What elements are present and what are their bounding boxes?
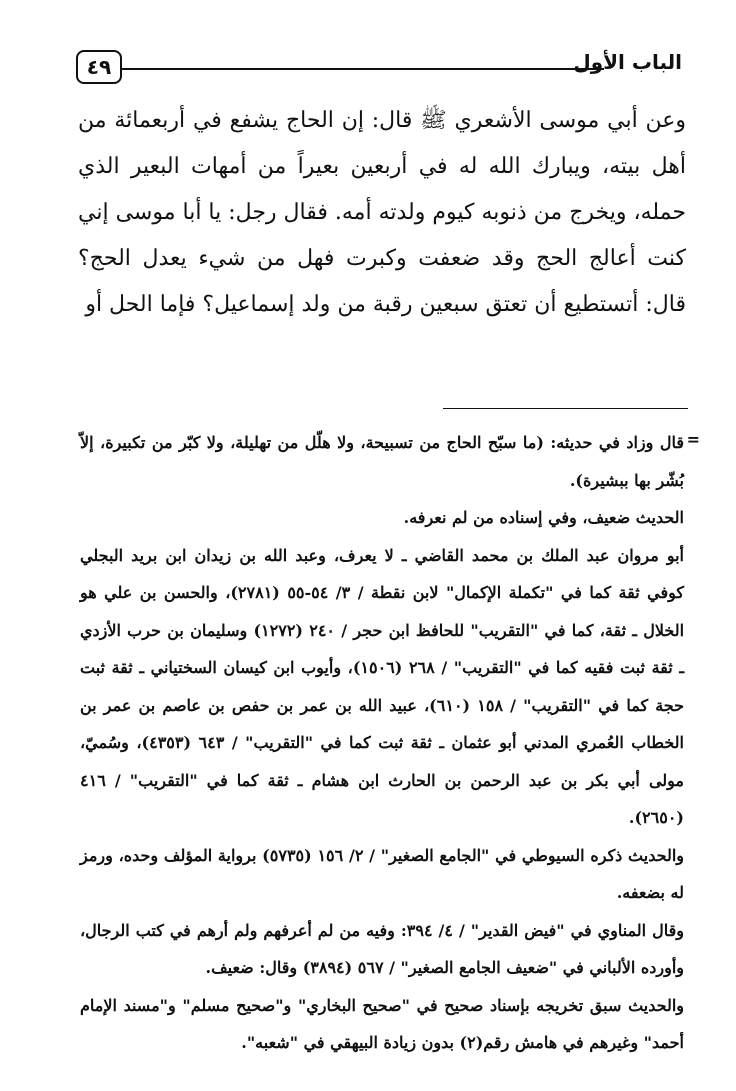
footnote-continuation-mark: =: [686, 430, 700, 449]
footnote-paragraph: والحديث سبق تخريجه بإسناد صحيح في "صحيح البخاري" و"صحيح مسلم" و"مسند الإمام أحمد" وغيرهم في هامش رقم(٢) بدون زيادة البيهقي في "شعبه".: [80, 995, 685, 1052]
page-header: [72, 48, 682, 88]
footnote-separator: [443, 408, 688, 409]
chapter-title: الباب الأول: [573, 50, 682, 74]
footnotes: [80, 424, 684, 1062]
header-rule: [122, 68, 604, 70]
footnote-paragraph: وقال المناوي في "فيض القدير" / ٤/ ٣٩٤: وفيه من لم أعرفهم ولم أرهم في كتب الرجال، وأورده الألباني في "ضعيف الجامع الصغير" / ٥٦٧ (٣٨٩٤) وقال: ضعيف.: [80, 920, 684, 977]
main-paragraph: وعن أبي موسى الأشعري ﷺ قال: إن الحاج يشفع في أربعمائة من أهل بيته، ويبارك الله له في أربعين بعيراً من أمهات البعير الذي حمله، ويخرج من ذنوبه كيوم ولدته أمه. فقال رجل: يا أبا موسى إني كنت أعالج الحج وقد ضعفت وكبرت فهل من شيء يعدل الحج؟ قال: أتستطيع أن تعتق سبعين رقبة من ولد إسماعيل؟ فإما الحل أو: [78, 108, 686, 317]
footnote-paragraph: أبو مروان عبد الملك بن محمد القاضي ـ لا يعرف، وعبد الله بن زيدان ابن بريد البجلي كوفي ثقة كما في "تكملة الإكمال" لابن نقطة / ٣/ ٥٤-٥٥ (٢٧٨١)، والحسن بن علي هو الخلال ـ ثقة، كما في "التقريب" للحافظ ابن حجر / ٢٤٠ (١٢٧٢) وسليمان بن حرب الأزدي ـ ثقة ثبت فقيه كما في "التقريب" / ٢٦٨ (١٥٠٦)، وأيوب ابن كيسان السختياني ـ ثقة ثبت حجة كما في "التقريب" / ١٥٨ (٦١٠)، عبيد الله بن عمر بن حفص بن عاصم بن عمر بن الخطاب العُمري المدني أبو عثمان ـ ثقة ثبت كما في "التقريب" / ٦٤٣ (٤٣٥٣)، وسُميّ، مولى أبي بكر بن عبد الرحمن بن الحارث ابن هشام ـ ثقة كما في "التقريب" / ٤١٦ (٢٦٥٠).: [80, 545, 685, 827]
footnote-paragraph: والحديث ذكره السيوطي في "الجامع الصغير" / ٢/ ١٥٦ (٥٧٣٥) برواية المؤلف وحده، ورمز له بضعفه.: [80, 845, 684, 902]
page-number: ٤٩: [76, 50, 122, 84]
footnote-paragraph: قال وزاد في حديثه: (ما سبّح الحاج من تسبيحة، ولا هلّل من تهليلة، ولا كبّر من تكبيرة، إلاّ بُشّر بها ببشيرة).: [80, 433, 684, 490]
footnote-paragraph: الحديث ضعيف، وفي إسناده من لم نعرفه.: [403, 508, 684, 527]
main-text: [78, 98, 686, 328]
